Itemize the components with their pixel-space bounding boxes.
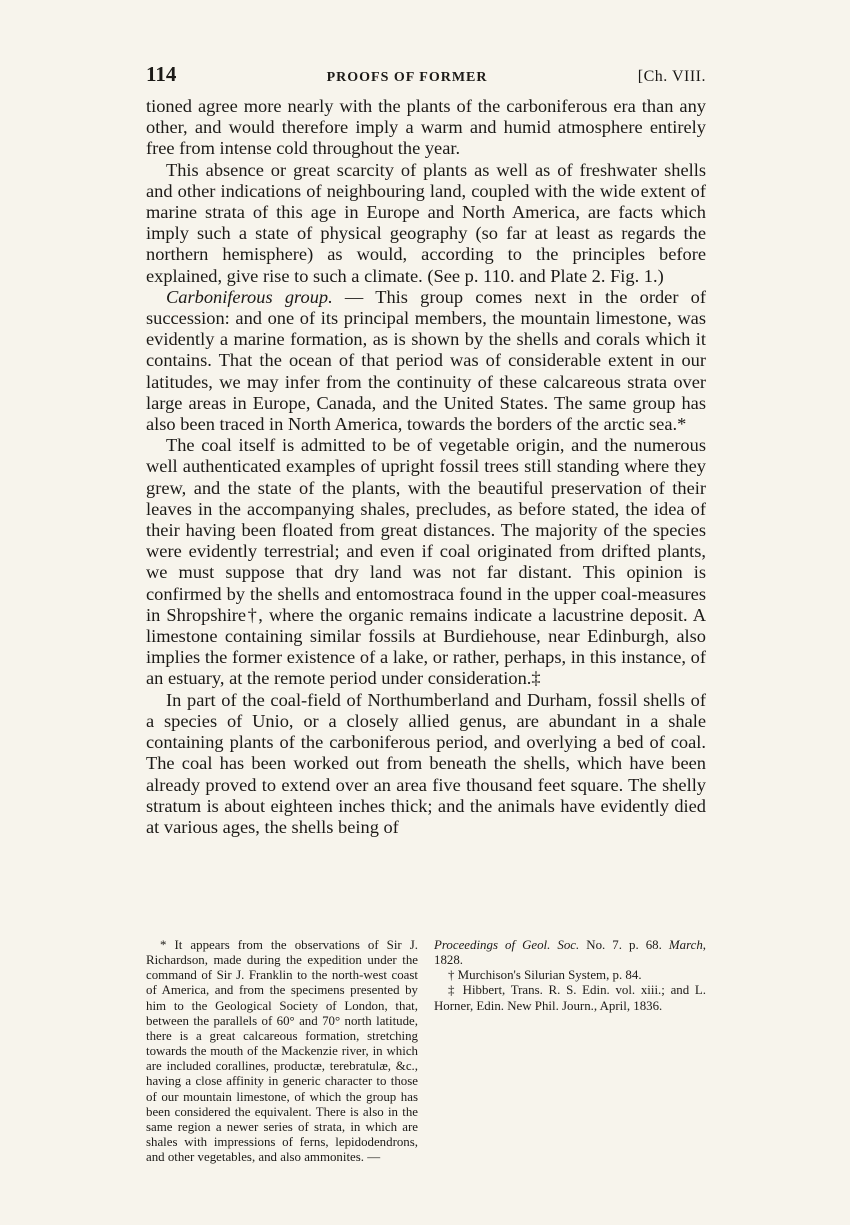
body-text bbox=[146, 96, 706, 838]
footnotes bbox=[146, 938, 706, 1165]
section-heading-carboniferous: Carboniferous group. bbox=[166, 286, 333, 307]
running-title: PROOFS OF FORMER bbox=[326, 70, 488, 85]
footnotes-left-column bbox=[146, 938, 418, 1165]
paragraph-5: In part of the coal-field of Northumberland and Durham, fossil shells of a species of Unio, or a closely allied genus, are abundant in a shale containing plants of the carboniferous period, and overlying a bed of coal. The coal has been worked out from beneath the shells, which have been already proved to extend over an area five thousand feet square. The shelly stratum is about eighteen inches thick; and the animals have evidently died at various ages, the shells being of bbox=[146, 689, 706, 837]
page-number: 114 bbox=[146, 62, 177, 86]
paragraph-2-text: This absence or great scarcity of plants as well as of freshwater shells and other indications of neighbouring land, coupled with the wide extent of marine strata of this age in Europe and North America, are facts which imply such a state of physical geography (so far at least as regards the northern hemisphere) as would, according to the principles before explained, give rise to such a climate. ( bbox=[146, 159, 706, 286]
footnote-star-text: * It appears from the observations of Sir J. Richardson, made during the expedition under the command of Sir J. Franklin to the north-west coast of America, and from the specimens presented by him to the Geological Society of London, that, between the parallels of 60° and 70° north latitude, there is a great calcareous formation, stretching towards the mouth of the Mackenzie river, in which are included corallines, productæ, terebratulæ, &c., having a close affinity in generic character to those of our mountain limestone, of which the group has been considered the equivalent. There is also in the same region a newer series of strata, in which are shales with impressions of ferns, lepidodendrons, and other vegetables, and also ammonites. — bbox=[146, 938, 418, 1165]
footnote-star-part-1 bbox=[146, 938, 418, 1165]
book-page bbox=[146, 62, 707, 1165]
footnote-star-part-2 bbox=[434, 938, 706, 968]
footnotes-right-column bbox=[434, 938, 706, 1165]
footnote-star-source: Proceedings of Geol. Soc. bbox=[434, 938, 580, 952]
paragraph-2-close: ) bbox=[657, 265, 664, 286]
paragraph-1: tioned agree more nearly with the plants of the carboniferous era than any other, and would therefore imply a warm and humid atmosphere entirely free from intense cold throughout the year. bbox=[146, 96, 706, 159]
footnote-mark-star[interactable]: * bbox=[677, 414, 687, 435]
paragraph-3 bbox=[146, 287, 706, 435]
paragraph-2 bbox=[146, 160, 706, 287]
footnote-double-dagger: ‡ Hibbert, Trans. R. S. Edin. vol. xiii.; and L. Horner, Edin. New Phil. Journ., April, 1836. bbox=[434, 983, 706, 1013]
paragraph-4-text-a: The coal itself is admitted to be of vegetable origin, and the numerous well authenticated examples of upright fossil trees still standing where they grew, and the state of the plants, with the beautiful preservation of their leaves in the accompanying shales, precludes, as before stated, the idea of their having been floated from great distances. The majority of the species were evidently terrestrial; and even if coal originated from drifted plants, we must suppose that dry land was not far distant. This opinion is confirmed by the shells and entomostraca found in the upper coal-measures in Shropshire bbox=[146, 435, 706, 625]
footnote-dagger: † Murchison's Silurian System, p. 84. bbox=[448, 968, 642, 983]
plate-reference-link[interactable]: See p. 110. and Plate 2. Fig. 1. bbox=[433, 265, 658, 286]
paragraph-4 bbox=[146, 435, 706, 689]
footnote-mark-dagger[interactable]: † bbox=[246, 604, 259, 625]
paragraph-4-text-b: , where the organic remains indicate a lacustrine deposit. A limestone containing similar fossils at Burdiehouse, near Edinburgh, also implies the former existence of a lake, or rather, perhaps, in this instance, of an estuary, at the remote period under consideration. bbox=[146, 604, 706, 689]
running-header bbox=[146, 62, 706, 96]
footnote-star-number: No. 7. p. 68. bbox=[579, 938, 669, 952]
footnote-mark-double-dagger[interactable]: ‡ bbox=[531, 668, 541, 689]
paragraph-3-text: — This group comes next in the order of succession: and one of its principal members, the mountain limestone, was evidently a marine formation, as is shown by the shells and corals which it contains. That the ocean of that period was of considerable extent in our latitudes, we may infer from the continuity of these calcareous strata over large areas in Europe, Canada, and the United States. The same group has also been traced in North America, towards the borders of the arctic sea. bbox=[146, 286, 707, 435]
chapter-label: [Ch. VIII. bbox=[637, 68, 706, 85]
footnote-star-date: March bbox=[668, 938, 703, 952]
footnote-star-year: , 1828. bbox=[434, 938, 707, 968]
